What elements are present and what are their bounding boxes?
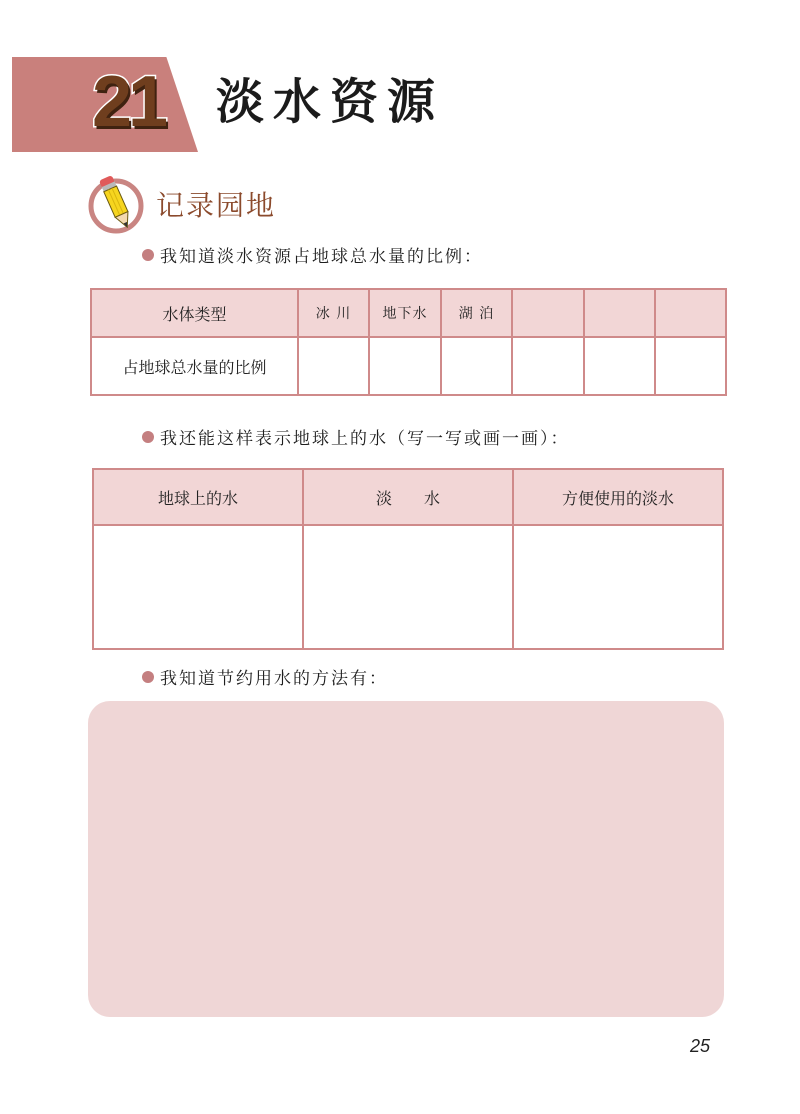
table-header-cell: 地球上的水 xyxy=(93,469,303,525)
table-row xyxy=(93,525,723,649)
prompt-represent-text: 我还能这样表示地球上的水（写一写或画一画）： xyxy=(160,429,570,449)
table-header-cell: 水体类型 xyxy=(91,289,298,337)
table-header-cell: 方便使用的淡水 xyxy=(513,469,723,525)
drawing-cell[interactable] xyxy=(93,525,303,649)
chapter-number: 21 xyxy=(92,62,165,142)
ratio-table xyxy=(90,288,727,396)
prompt-ratio-text: 我知道淡水资源占地球总水量的比例： xyxy=(160,247,483,267)
pencil-icon xyxy=(88,172,148,236)
table-cell[interactable] xyxy=(369,337,441,395)
prompt-save-water-text: 我知道节约用水的方法有： xyxy=(160,669,388,689)
table-row xyxy=(91,337,726,395)
table-header-cell: 淡 水 xyxy=(303,469,513,525)
prompt-represent xyxy=(142,427,570,451)
section-title: 记录园地 xyxy=(156,189,277,222)
table-cell[interactable] xyxy=(441,337,512,395)
table-row xyxy=(93,469,723,525)
drawing-cell[interactable] xyxy=(303,525,513,649)
table-cell[interactable] xyxy=(512,337,584,395)
table-cell[interactable] xyxy=(655,337,726,395)
bullet-dot xyxy=(142,431,154,443)
table-header-cell[interactable] xyxy=(584,289,655,337)
table-cell[interactable] xyxy=(584,337,655,395)
water-drawing-table xyxy=(92,468,724,650)
table-header-cell: 地下水 xyxy=(369,289,441,337)
prompt-save-water xyxy=(142,667,388,691)
table-cell[interactable] xyxy=(298,337,369,395)
table-row xyxy=(91,289,726,337)
page-number: 25 xyxy=(690,1036,711,1056)
prompt-ratio xyxy=(142,245,483,269)
table-header-cell: 湖 泊 xyxy=(441,289,512,337)
table-row-label: 占地球总水量的比例 xyxy=(91,337,298,395)
table-header-cell[interactable] xyxy=(655,289,726,337)
page-title: 淡水资源 xyxy=(216,74,445,130)
answer-box[interactable] xyxy=(88,701,724,1017)
bullet-dot xyxy=(142,671,154,683)
drawing-cell[interactable] xyxy=(513,525,723,649)
bullet-dot xyxy=(142,249,154,261)
table-header-cell: 冰 川 xyxy=(298,289,369,337)
table-header-cell[interactable] xyxy=(512,289,584,337)
